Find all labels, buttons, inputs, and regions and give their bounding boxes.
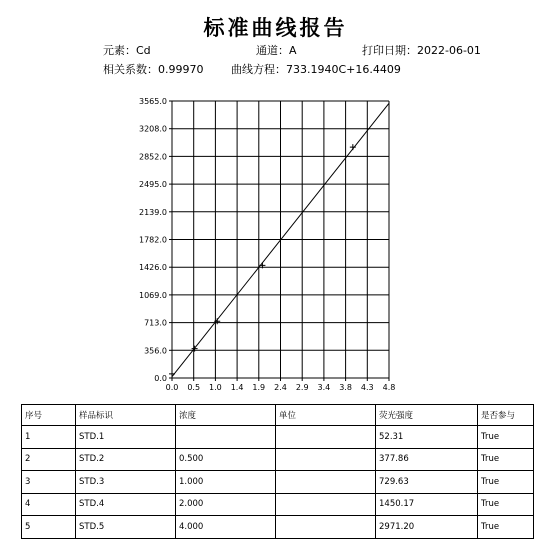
header-concentration: 浓度 bbox=[176, 405, 276, 426]
results-table bbox=[21, 404, 534, 539]
cell-index: 5 bbox=[22, 516, 76, 539]
header-index: 序号 bbox=[22, 405, 76, 426]
cell-concentration: 2.000 bbox=[176, 493, 276, 516]
x-tick-label: 2.9 bbox=[295, 383, 309, 392]
cell-unit bbox=[276, 426, 376, 449]
x-tick-label: 0.0 bbox=[165, 383, 179, 392]
y-tick-label: 2139.0 bbox=[139, 207, 167, 217]
cell-unit bbox=[276, 471, 376, 494]
cell-included: True bbox=[478, 493, 534, 516]
correlation-label: 相关系数：0.99970 bbox=[103, 63, 204, 76]
y-tick-label: 3208.0 bbox=[139, 124, 167, 134]
element-label: 元素：Cd bbox=[103, 44, 151, 57]
cell-index: 1 bbox=[22, 426, 76, 449]
header-sample-id: 样品标识 bbox=[76, 405, 176, 426]
header-intensity: 荧光强度 bbox=[376, 405, 478, 426]
data-point bbox=[169, 371, 175, 377]
y-tick-label: 1782.0 bbox=[139, 235, 167, 245]
y-tick-label: 2852.0 bbox=[139, 152, 167, 162]
table-row bbox=[22, 426, 534, 449]
channel-label: 通道：A bbox=[256, 44, 297, 57]
cell-unit bbox=[276, 493, 376, 516]
cell-unit bbox=[276, 516, 376, 539]
cell-concentration: 4.000 bbox=[176, 516, 276, 539]
cell-intensity: 2971.20 bbox=[376, 516, 478, 539]
cell-sample-id: STD.3 bbox=[76, 471, 176, 494]
cell-included: True bbox=[478, 426, 534, 449]
cell-sample-id: STD.1 bbox=[76, 426, 176, 449]
cell-concentration: 0.500 bbox=[176, 448, 276, 471]
cell-included: True bbox=[478, 471, 534, 494]
cell-concentration: 1.000 bbox=[176, 471, 276, 494]
table-row bbox=[22, 448, 534, 471]
y-tick-label: 713.0 bbox=[144, 318, 167, 328]
cell-index: 2 bbox=[22, 448, 76, 471]
cell-included: True bbox=[478, 516, 534, 539]
y-tick-label: 1069.0 bbox=[139, 290, 167, 300]
report-title: 标准曲线报告 bbox=[203, 15, 348, 40]
cell-unit bbox=[276, 448, 376, 471]
y-tick-label: 2495.0 bbox=[139, 180, 167, 190]
table-row bbox=[22, 516, 534, 539]
x-tick-label: 2.4 bbox=[274, 383, 287, 392]
x-tick-label: 3.8 bbox=[339, 383, 352, 392]
x-tick-label: 0.5 bbox=[187, 383, 201, 392]
x-tick-label: 1.0 bbox=[209, 383, 222, 392]
header-included: 是否参与 bbox=[478, 405, 534, 426]
x-tick-label: 1.4 bbox=[230, 383, 244, 392]
cell-concentration bbox=[176, 426, 276, 449]
table-row bbox=[22, 493, 534, 516]
x-tick-label: 3.4 bbox=[317, 383, 331, 392]
data-point bbox=[350, 144, 356, 150]
cell-sample-id: STD.2 bbox=[76, 448, 176, 471]
cell-index: 3 bbox=[22, 471, 76, 494]
cell-intensity: 52.31 bbox=[376, 426, 478, 449]
table-row bbox=[22, 471, 534, 494]
cell-intensity: 1450.17 bbox=[376, 493, 478, 516]
equation-label: 曲线方程：733.1940C+16.4409 bbox=[231, 63, 401, 76]
cell-intensity: 729.63 bbox=[376, 471, 478, 494]
x-tick-label: 4.3 bbox=[360, 383, 374, 392]
cell-sample-id: STD.4 bbox=[76, 493, 176, 516]
print-date-label: 打印日期：2022-06-01 bbox=[362, 44, 481, 57]
y-tick-label: 3565.0 bbox=[139, 97, 167, 106]
y-tick-label: 1426.0 bbox=[139, 263, 167, 273]
y-tick-label: 356.0 bbox=[144, 346, 167, 356]
header-unit: 单位 bbox=[276, 405, 376, 426]
x-tick-label: 1.9 bbox=[252, 383, 266, 392]
cell-included: True bbox=[478, 448, 534, 471]
table-header-row bbox=[22, 405, 534, 426]
cell-index: 4 bbox=[22, 493, 76, 516]
x-tick-label: 4.8 bbox=[382, 383, 396, 392]
cell-intensity: 377.86 bbox=[376, 448, 478, 471]
y-tick-label: 0.0 bbox=[154, 374, 167, 383]
cell-sample-id: STD.5 bbox=[76, 516, 176, 539]
